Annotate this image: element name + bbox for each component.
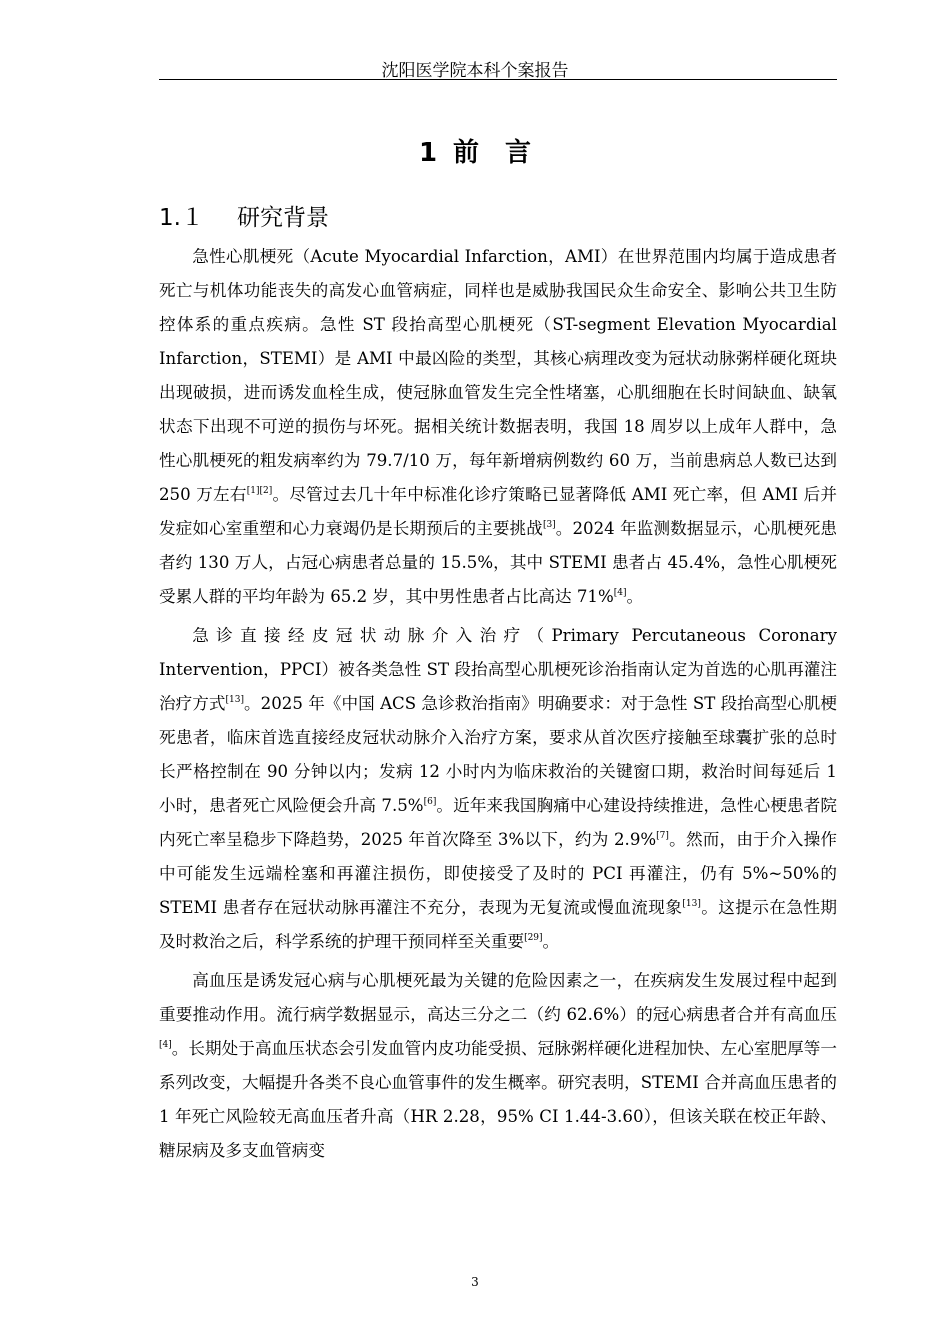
paragraph-text: 。2025 年《中国 ACS 急诊救治指南》明确要求：对于急性 ST 段抬高型心肌梗死患者，临床首选直接经皮冠状动脉介入治疗方案，要求从首次医疗接触至球囊扩张的总时长严格控制在 90 分钟以内；发病 12 小时内为临床救治的关键窗口期，救治时间每延后 1 小时，患者死亡风险便会升高 7.5% — [159, 694, 837, 815]
citation-ref: [13] — [225, 695, 245, 705]
citation-ref: [7] — [656, 831, 669, 841]
citation-ref: [29] — [524, 933, 543, 943]
running-header: 沈阳医学院本科个案报告 — [381, 61, 569, 81]
citation-ref: [1][2] — [246, 486, 273, 496]
paragraph-text: 急诊直接经皮冠状动脉介入治疗（Primary Percutaneous Coronary Intervention，PPCI）被各类急性 ST 段抬高型心肌梗死诊治指南认定为首选的心肌再灌注治疗方式 — [159, 626, 837, 713]
page-number: 3 — [471, 1275, 479, 1289]
paragraph-text: 急性心肌梗死（Acute Myocardial Infarction，AMI）在世界范围内均属于造成患者死亡与机体功能丧失的高发心血管病症，同样也是威胁我国民众生命安全、影响公共卫生防控体系的重点疾病。急性 ST 段抬高型心肌梗死（ST-segment Elevation Myocardial Infarction，STEMI）是 AMI 中最凶险的类型，其核心病理改变为冠状动脉粥样硬化斑块出现破损，进而诱发血栓生成，使冠脉血管发生完全性堵塞，心肌细胞在长时间缺血、缺氧状态下出现不可逆的损伤与坏死。据相关统计数据表明，我国 18 周岁以上成年人群中，急性心肌梗死的粗发病率约为 79.7/10 万，每年新增病例数约 60 万，当前患病总人数已达到 250 万左右 — [159, 247, 837, 504]
paragraph-text: 。2024 年监测数据显示，心肌梗死患者约 130 万人，占冠心病患者总量的 15.5%，其中 STEMI 患者占 45.4%，急性心肌梗死受累人群的平均年龄为 65.2 岁，其中男性患者占比高达 71% — [159, 519, 837, 606]
paragraph-text: 。长期处于高血压状态会引发血管内皮功能受损、冠脉粥样硬化进程加快、左心室肥厚等一系列改变，大幅提升各类不良心血管事件的发生概率。研究表明，STEMI 合并高血压患者的 1 年死亡风险较无高血压者升高（HR 2.28，95% CI 1.44-3.60），但该关联在校正年龄、糖尿病及多支血管病变 — [159, 1039, 837, 1160]
citation-ref: [13] — [682, 899, 701, 909]
paragraph-1 — [159, 240, 837, 614]
chapter-number: 1 — [418, 138, 438, 168]
paragraph-text: 。尽管过去几十年中标准化诊疗策略已显著降低 AMI 死亡率，但 AMI 后并发症如心室重塑和心力衰竭仍是长期预后的主要挑战 — [159, 485, 838, 538]
paragraph-text: 高血压是诱发冠心病与心肌梗死最为关键的危险因素之一，在疾病发生发展过程中起到重要推动作用。流行病学数据显示，高达三分之二（约 62.6%）的冠心病患者合并有高血压 — [159, 971, 837, 1024]
chapter-title-text: 前 言 — [453, 138, 532, 168]
paragraph-2 — [159, 619, 837, 959]
citation-ref: [4] — [613, 588, 627, 598]
paragraph-text: 。近年来我国胸痛中心建设持续推进，急性心梗患者院内死亡率呈稳步下降趋势，2025 年首次降至 3%以下，约为 2.9% — [159, 796, 838, 849]
body-text — [159, 240, 837, 1173]
paragraph-text: 。这提示在急性期及时救治之后，科学系统的护理干预同样至关重要 — [159, 898, 838, 951]
citation-ref: [6] — [423, 797, 437, 807]
paragraph-text: 。 — [542, 932, 560, 951]
paragraph-text: 。然而，由于介入操作中可能发生远端栓塞和再灌注损伤，即使接受了及时的 PCI 再灌注，仍有 5%~50%的 STEMI 患者存在冠状动脉再灌注不充分，表现为无复流或慢血流现象 — [159, 830, 837, 917]
paragraph-3 — [159, 964, 837, 1168]
paragraph-text: 。 — [626, 587, 644, 606]
section-title: 研究背景 — [237, 205, 329, 231]
section-number: 1.１ — [159, 205, 204, 231]
citation-ref: [4] — [159, 1040, 172, 1050]
chapter-title — [0, 133, 950, 173]
header-divider — [159, 79, 837, 80]
citation-ref: [3] — [542, 520, 556, 530]
section-heading — [159, 198, 837, 238]
